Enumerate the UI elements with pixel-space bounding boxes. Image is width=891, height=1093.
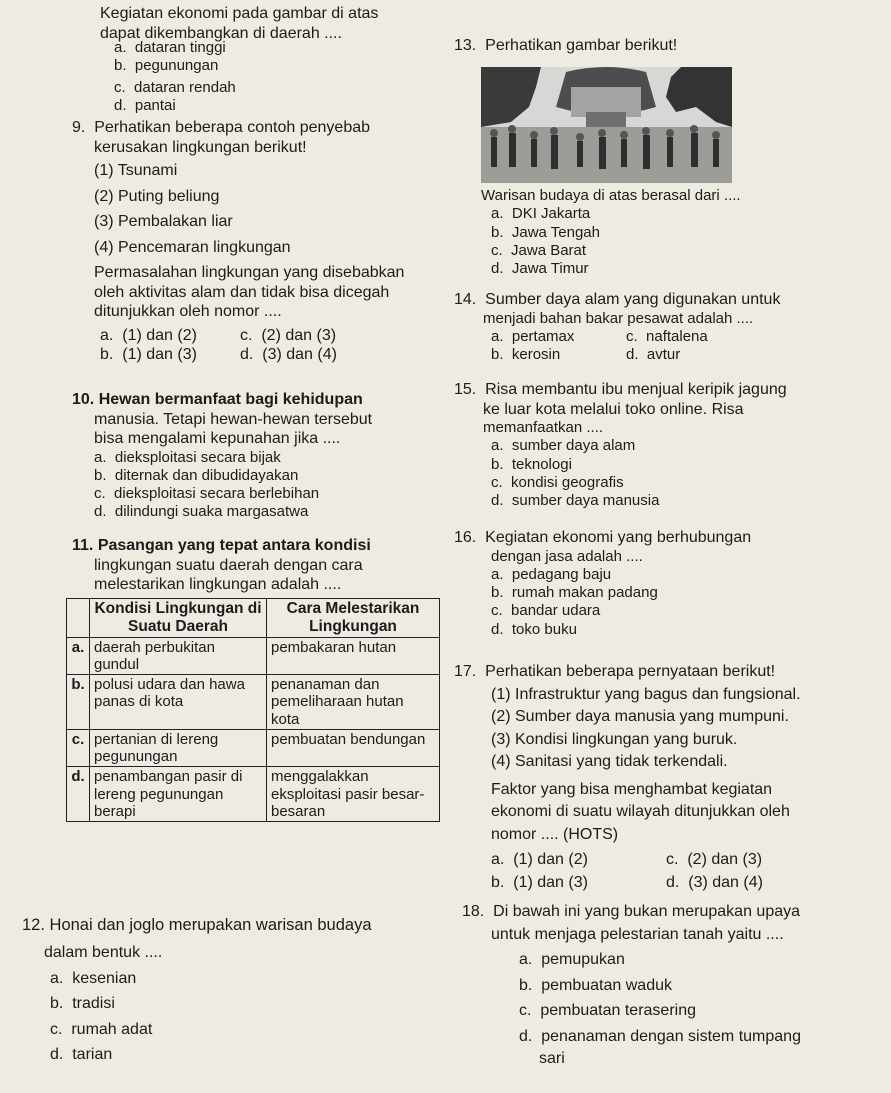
q11-number: 11. (72, 537, 94, 554)
q18-option-d-continued: sari (539, 1050, 565, 1068)
q10-option-d[interactable]: d. dilindungi suaka margasatwa (94, 503, 309, 521)
question-14: 14. Sumber daya alam yang digunakan untuk menjadi bahan bakar pesawat adalah .... a. pertamax c. naftalena b. kerosin d. avtur (454, 291, 781, 364)
q16-number: 16. (454, 529, 477, 546)
q15-option-a[interactable]: a. sumber daya alam (491, 437, 636, 455)
q16-option-d[interactable]: d. toko buku (491, 620, 577, 638)
q15-option-d[interactable]: d. sumber daya manusia (491, 492, 660, 510)
q17-option-d[interactable]: d. (3) dan (4) (666, 873, 763, 891)
q8-option-a[interactable]: a. dataran tinggi (114, 39, 226, 56)
table-header-cara: Cara Melestarikan Lingkungan (267, 599, 440, 638)
table-header-row (67, 599, 440, 638)
question-16: 16. Kegiatan ekonomi yang berhubungan dengan jasa adalah .... a. pedagang baju b. rumah makan padang c. bandar udara d. toko buku (454, 528, 884, 639)
q14-option-a[interactable]: a. pertamax (491, 327, 575, 345)
q15-option-c[interactable]: c. kondisi geografis (491, 473, 624, 491)
question-15: 15. Risa membantu ibu menjual keripik jagung ke luar kota melalui toko online. Risa memanfaatkan .... a. sumber daya alam b. teknologi c. kondisi geografis d. sumber daya manusia (454, 380, 884, 511)
q9-option-d[interactable]: d. (3) dan (4) (240, 346, 337, 364)
q8-option-b[interactable]: b. pegunungan (114, 57, 219, 75)
table-header-kondisi: Kondisi Lingkungan di Suatu Daerah (90, 599, 267, 638)
q9-option-a[interactable]: a. (1) dan (2) (100, 326, 197, 344)
question-11: 11. Pasangan yang tepat antara kondisi lingkungan suatu daerah dengan cara melestarikan lingkungan adalah .... (72, 537, 371, 594)
q13-option-a[interactable]: a. DKI Jakarta (491, 205, 591, 223)
table-header-blank (67, 599, 90, 638)
q8-stem-line-1: Kegiatan ekonomi pada gambar di atas (100, 5, 379, 22)
q12-option-c[interactable]: c. rumah adat (50, 1020, 153, 1038)
question-18: 18. Di bawah ini yang bukan merupakan upaya untuk menjaga pelestarian tanah yaitu .... a. pemupukan b. pembuatan waduk c. pembuatan terasering d. penanaman dengan sistem tumpang sari (462, 902, 882, 1069)
question-13: 13. Perhatikan gambar berikut! (454, 37, 678, 54)
q17-option-c[interactable]: c. (2) dan (3) (666, 851, 763, 869)
q8-options (114, 39, 236, 115)
q10-option-c[interactable]: c. dieksploitasi secara berlebihan (94, 485, 320, 503)
question-9: 9. Perhatikan beberapa contoh penyebab kerusakan lingkungan berikut! (1) Tsunami (2) Puting beliung (3) Pembalakan liar (4) Pencemaran lingkungan Permasalahan lingkungan yang disebabkan oleh aktivitas alam dan tidak bisa dicegah ditunjukkan oleh nomor .... a. (1) dan (2) c. (2) dan (3) b. (1) dan (3) d. (3) dan (4) (72, 119, 405, 364)
table-row[interactable]: c. pertanian di lereng pegunungan pembuatan bendungan (67, 729, 440, 767)
q18-option-a[interactable]: a. pemupukan (519, 951, 625, 969)
q12-option-a[interactable]: a. kesenian (50, 969, 137, 987)
q9-option-b[interactable]: b. (1) dan (3) (100, 346, 197, 364)
q12-option-d[interactable]: d. tarian (50, 1046, 113, 1064)
q9-option-c[interactable]: c. (2) dan (3) (240, 326, 337, 344)
q15-number: 15. (454, 381, 477, 398)
q13-option-d[interactable]: d. Jawa Timur (491, 260, 589, 278)
q10-option-b[interactable]: b. diternak dan dibudidayakan (94, 466, 299, 484)
q13-question: Warisan budaya di atas berasal dari .... a. DKI Jakarta b. Jawa Tengah c. Jawa Barat d. Jawa Timur (481, 187, 881, 278)
q8-option-d[interactable]: d. pantai (114, 96, 176, 114)
q13-option-c[interactable]: c. Jawa Barat (491, 241, 587, 259)
q10-option-a[interactable]: a. dieksploitasi secara bijak (94, 448, 281, 466)
q18-number: 18. (462, 903, 485, 920)
q13-option-b[interactable]: b. Jawa Tengah (491, 223, 600, 241)
question-17: 17. Perhatikan beberapa pernyataan berikut! (1) Infrastruktur yang bagus dan fungsional. (2) Sumber daya manusia yang mumpuni. (3) Kondisi lingkungan yang buruk. (4) Sanitasi yang tidak terkendali. Faktor yang bisa menghambat kegiatan ekonomi di suatu wilayah ditunjukkan oleh nomor .... (HOTS) a. (1) dan (2) c. (2) dan (3) b. (1) dan (3) d. (3) dan (4) (454, 663, 801, 891)
q8-option-c[interactable]: c. dataran rendah (114, 78, 236, 96)
q12-option-b[interactable]: b. tradisi (50, 995, 115, 1013)
q18-option-d[interactable]: d. penanaman dengan sistem tumpang (519, 1027, 801, 1045)
q10-number: 10. (72, 391, 95, 408)
q14-option-c[interactable]: c. naftalena (626, 327, 708, 345)
q16-option-b[interactable]: b. rumah makan padang (491, 584, 658, 602)
cultural-performance-photo (481, 67, 732, 183)
table-row[interactable]: a. daerah perbukitan gundul pembakaran hutan (67, 637, 440, 675)
q17-option-b[interactable]: b. (1) dan (3) (491, 873, 588, 891)
q18-option-b[interactable]: b. pembuatan waduk (519, 976, 672, 994)
table-row[interactable]: b. polusi udara dan hawa panas di kota penanaman dan pemeliharaan hutan kota (67, 675, 440, 730)
q16-option-a[interactable]: a. pedagang baju (491, 565, 612, 583)
q15-option-b[interactable]: b. teknologi (491, 455, 572, 473)
q18-option-c[interactable]: c. pembuatan terasering (519, 1002, 696, 1020)
q14-option-d[interactable]: d. avtur (626, 346, 681, 364)
q17-option-a[interactable]: a. (1) dan (2) (491, 851, 588, 869)
q13-number: 13. (454, 37, 477, 54)
q14-option-b[interactable]: b. kerosin (491, 346, 561, 364)
q12-number: 12. (22, 916, 45, 934)
table-row[interactable]: d. penambangan pasir di lereng pegunungan berapi menggalakkan eksploitasi pasir besar-besaran (67, 767, 440, 822)
question-12: 12. Honai dan joglo merupakan warisan budaya dalam bentuk .... a. kesenian b. tradisi c. rumah adat d. tarian (22, 915, 462, 1065)
q8-stem-line-2: dapat dikembangkan di daerah .... (100, 24, 342, 42)
question-8 (100, 4, 440, 43)
q9-number: 9. (72, 119, 86, 136)
q16-option-c[interactable]: c. bandar udara (491, 602, 601, 620)
q14-number: 14. (454, 291, 477, 308)
q17-number: 17. (454, 663, 477, 680)
q11-table (66, 598, 440, 822)
question-10: 10. Hewan bermanfaat bagi kehidupan manusia. Tetapi hewan-hewan tersebut bisa mengalami kepunahan jika .... a. dieksploitasi secara bijak b. diternak dan dibudidayakan c. dieksploitasi secara berlebihan d. dilindungi suaka margasatwa (72, 390, 444, 522)
